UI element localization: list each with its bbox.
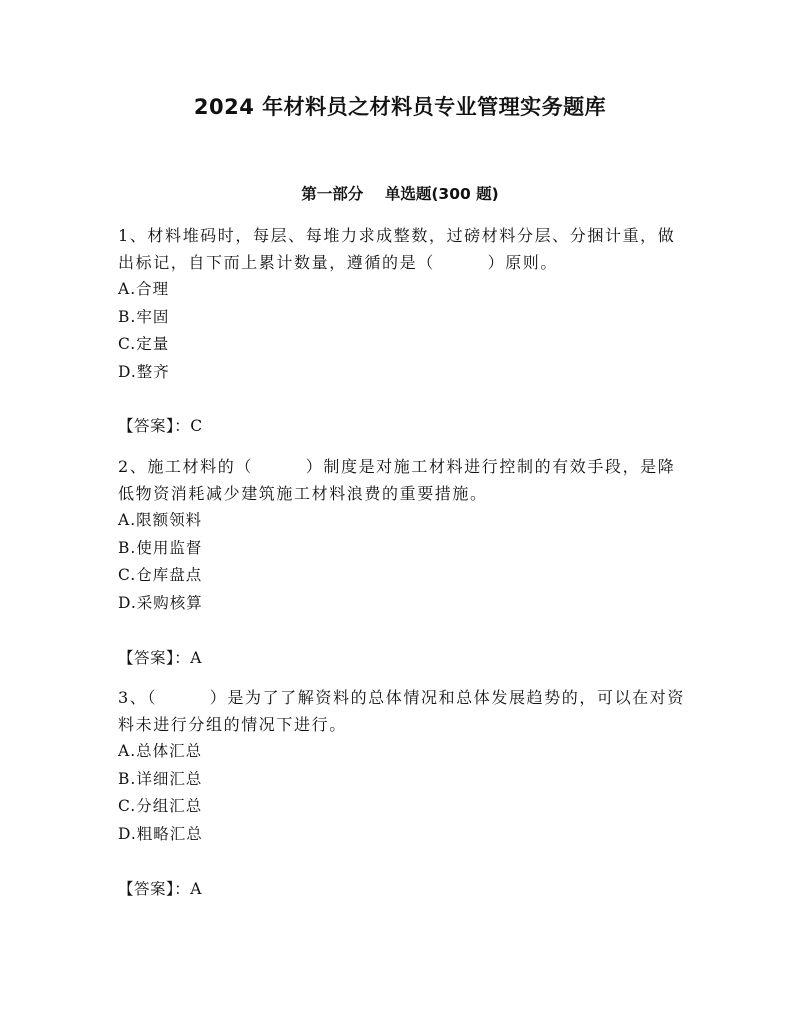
answer-2 (118, 645, 202, 671)
document-title: 2024 年材料员之材料员专业管理实务题库 (193, 95, 607, 119)
option-c: C.分组汇总 (118, 797, 203, 815)
option-d: D.粗略汇总 (118, 824, 203, 843)
question-1 (118, 222, 688, 386)
option-d: D.整齐 (118, 362, 170, 381)
option-a: A.合理 (118, 280, 170, 298)
answer-value: C (190, 417, 203, 435)
answer-1 (118, 413, 203, 439)
option-c: C.仓库盘点 (118, 566, 203, 584)
answer-value: A (190, 649, 202, 667)
answer-label: 【答案】： (118, 417, 191, 435)
answer-label: 【答案】： (118, 880, 191, 898)
answer-label: 【答案】： (118, 649, 191, 667)
option-b: B.使用监督 (118, 538, 203, 557)
option-c: C.定量 (118, 335, 170, 353)
question-2 (118, 453, 688, 617)
question-3 (118, 684, 688, 848)
option-a: A.限额领料 (118, 511, 203, 529)
question-stem: 1、材料堆码时，每层、每堆力求成整数，过磅材料分层、分捆计重，做出标记，自下而上累计数量，遵循的是（ ）原则。 (118, 226, 676, 272)
question-stem: 2、施工材料的（ ）制度是对施工材料进行控制的有效手段，是降低物资消耗减少建筑施工材料浪费的重要措施。 (118, 457, 676, 503)
option-d: D.采购核算 (118, 593, 203, 612)
section-heading: 第一部分 单选题(300 题) (301, 185, 499, 203)
answer-3 (118, 876, 202, 902)
option-a: A.总体汇总 (118, 742, 203, 760)
option-b: B.详细汇总 (118, 769, 203, 788)
answer-value: A (190, 880, 202, 898)
question-stem: 3、（ ）是为了了解资料的总体情况和总体发展趋势的，可以在对资料未进行分组的情况下进行。 (118, 688, 685, 734)
option-b: B.牢固 (118, 307, 170, 326)
